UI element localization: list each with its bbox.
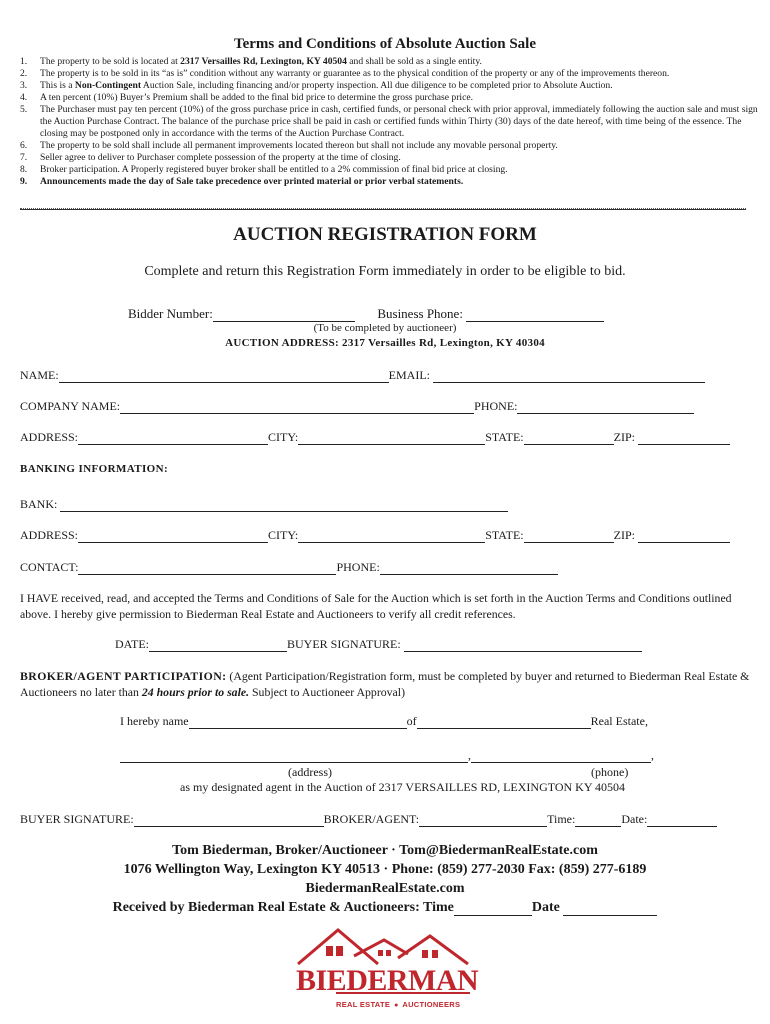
terms-item (20, 176, 760, 188)
footer-address: 1076 Wellington Way, Lexington KY 40513 · Phone: (859) 277-2030 Fax: (859) 277-6189 (123, 862, 647, 877)
city-field[interactable] (298, 431, 485, 445)
zip-field[interactable] (638, 431, 730, 445)
terms-list (20, 56, 760, 188)
state-label: STATE: (485, 430, 524, 444)
date-signature-row (115, 637, 642, 652)
broker-agent-field[interactable] (419, 813, 547, 827)
time-label: Time: (547, 812, 576, 826)
date2-label: Date: (621, 812, 648, 826)
buyer-signature2-field[interactable] (134, 813, 324, 827)
logo-tagline-left: REAL ESTATE (336, 1000, 391, 1009)
terms-item-number: 1. (20, 56, 28, 67)
terms-item-text (40, 56, 760, 68)
auction-address: AUCTION ADDRESS: 2317 Versailles Rd, Lexington, KY 40304 (225, 337, 545, 349)
contact-row (20, 560, 558, 575)
form-title: AUCTION REGISTRATION FORM (233, 224, 537, 245)
broker-deadline: 24 hours prior to sale. (141, 685, 250, 699)
terms-item-number: 5. (20, 104, 28, 115)
terms-item-number: 8. (20, 164, 28, 175)
company-label: COMPANY NAME: (20, 399, 121, 413)
agent-address-field[interactable] (120, 749, 468, 763)
agent-address-row: , , (120, 748, 654, 763)
terms-item-text: Announcements made the day of Sale take precedence over printed material or prior verbal statements. (40, 176, 464, 187)
terms-item-number: 4. (20, 92, 28, 103)
bank-zip-label: ZIP: (613, 528, 635, 542)
zip-label: ZIP: (613, 430, 635, 444)
terms-item-emphasis: 2317 Versailles Rd, Lexington, KY 40504 (180, 56, 347, 67)
name-field[interactable] (59, 369, 389, 383)
bank-state-label: STATE: (485, 528, 524, 542)
bank-phone-field[interactable] (380, 561, 558, 575)
email-label: EMAIL: (388, 368, 430, 382)
terms-item (20, 164, 760, 176)
buyer-signature2-label: BUYER SIGNATURE: (20, 812, 134, 826)
terms-item-text: Seller agree to deliver to Purchaser complete possession of the property at the time of closing. (40, 152, 401, 163)
bank-row (20, 497, 508, 512)
terms-item-text-part: The property to be sold is located at (40, 56, 181, 67)
terms-item (20, 56, 760, 68)
terms-item-text (40, 80, 760, 92)
bank-state-field[interactable] (524, 529, 614, 543)
final-signature-row (20, 812, 717, 827)
real-estate-label: Real Estate, (590, 714, 648, 728)
received-date-label: Date (531, 900, 560, 915)
date-label: DATE: (115, 637, 149, 651)
bank-label: BANK: (20, 497, 58, 511)
terms-item (20, 92, 760, 104)
terms-item-text-part: This is a (40, 80, 75, 91)
terms-item (20, 68, 760, 80)
of-label: of (406, 714, 417, 728)
terms-item-text: The property to be sold shall include all permanent improvements located thereon but shall not include any movable personal property. (40, 140, 558, 151)
terms-item-number: 9. (20, 176, 28, 187)
address-label: ADDRESS: (20, 430, 79, 444)
email-field[interactable] (433, 369, 705, 383)
bank-phone-label: PHONE: (336, 560, 380, 574)
logo-wordmark: BIEDERMAN (296, 964, 479, 997)
biederman-logo (290, 926, 480, 1009)
hereby-name-row (120, 714, 648, 729)
received-date-field[interactable] (563, 900, 657, 916)
terms-item-number: 6. (20, 140, 28, 151)
received-time-field[interactable] (454, 900, 532, 916)
acknowledgement: I HAVE received, read, and accepted the Terms and Conditions of Sale for the Auction which is set forth in the Auction Terms and Conditions outlined above. I hereby give permission to Biederman Real Estate and Auctioneers to verify all credit references. (20, 591, 732, 621)
terms-title: Terms and Conditions of Absolute Auction Sale (233, 36, 536, 52)
bank-address-row (20, 528, 730, 543)
terms-item-text: The property is to be sold in its “as is” condition without any warranty or guarantee as to the physical condition of the property or any of the improvements thereon. (40, 68, 670, 79)
date2-field[interactable] (647, 813, 717, 827)
terms-item-text-part: and shall be sold as a single entity. (346, 56, 482, 67)
buyer-signature-field[interactable] (404, 638, 642, 652)
address-field[interactable] (78, 431, 268, 445)
terms-item-emphasis: Non-Contingent (74, 80, 142, 91)
terms-item (20, 152, 760, 164)
terms-item-text: Broker participation. A Properly registered buyer broker shall be entitled to a 2% commission of final bid price at closing. (40, 164, 508, 175)
state-field[interactable] (524, 431, 614, 445)
designated-agent-text: as my designated agent in the Auction of 2317 VERSAILLES RD, LEXINGTON KY 40504 (180, 780, 626, 794)
city-label: CITY: (268, 430, 299, 444)
agent-name-field[interactable] (189, 715, 407, 729)
terms-item (20, 140, 760, 152)
brokerage-field[interactable] (417, 715, 591, 729)
agent-phone-field[interactable] (471, 749, 651, 763)
broker-heading: BROKER/AGENT PARTICIPATION: (20, 669, 227, 683)
bullet-icon: ● (394, 1001, 399, 1009)
broker-paragraph (20, 668, 750, 700)
terms-item (20, 80, 760, 92)
bidder-number-label: Bidder Number: (128, 306, 213, 321)
logo-tagline-right: AUCTIONEERS (402, 1000, 461, 1009)
bank-city-field[interactable] (298, 529, 485, 543)
terms-item-text: A ten percent (10%) Buyer’s Premium shall be added to the final bid price to determine the gross purchase price. (40, 92, 474, 103)
company-row (20, 399, 694, 414)
time-field[interactable] (575, 813, 621, 827)
buyer-signature-label: BUYER SIGNATURE: (287, 637, 401, 651)
company-field[interactable] (120, 400, 474, 414)
broker-agent-label: BROKER/AGENT: (323, 812, 420, 826)
phone-caption: (phone) (591, 765, 629, 779)
address-row (20, 430, 730, 445)
divider (20, 208, 746, 210)
received-label: Received by Biederman Real Estate & Auctioneers: Time (112, 900, 454, 915)
contact-label: CONTACT: (20, 560, 79, 574)
logo-tagline (336, 992, 470, 1009)
terms-item (20, 104, 760, 140)
business-phone-label: Business Phone: (377, 306, 463, 321)
bank-city-label: CITY: (268, 528, 299, 542)
bank-field[interactable] (60, 498, 508, 512)
business-phone-field[interactable] (466, 308, 604, 322)
date-field[interactable] (149, 638, 287, 652)
broker-text-1: (Agent Participation/Registration form, must be completed by buyer and returned to Biederman Real Estate & Auctioneers no later than (20, 669, 750, 699)
phone-label: PHONE: (474, 399, 518, 413)
bank-address-field[interactable] (78, 529, 268, 543)
footer-contact: Tom Biederman, Broker/Auctioneer · Tom@BiedermanRealEstate.com (172, 843, 598, 858)
bank-zip-field[interactable] (638, 529, 730, 543)
banking-heading: BANKING INFORMATION: (20, 463, 169, 475)
auctioneer-note: (To be completed by auctioneer) (313, 322, 457, 334)
phone-field[interactable] (517, 400, 694, 414)
hereby-name-label: I hereby name (120, 714, 189, 728)
footer-website: BiedermanRealEstate.com (305, 881, 465, 896)
bidder-number-field[interactable] (213, 308, 355, 322)
terms-item-text-part: Auction Sale, including financing and/or property inspection. All due diligence to be completed prior to Absolute Auction. (141, 80, 613, 91)
address-caption: (address) (288, 765, 332, 779)
form-intro: Complete and return this Registration Form immediately in order to be eligible to bid. (144, 264, 626, 279)
terms-item-number: 3. (20, 80, 28, 91)
name-label: NAME: (20, 368, 59, 382)
terms-item-text: The Purchaser must pay ten percent (10%) of the gross purchase price in cash, certified funds, or personal check with prior approval, immediately following the auction sale and must sign the Auction Purchase Contract. The balance of the purchase price shall be paid in cash or certified funds within Thirty (30) days of the date hereof, with time being of the essence. The closing may be postponed only in accordance with the terms of the Auction Purchase Contract. (40, 104, 758, 139)
footer-received-row (0, 900, 770, 916)
bidder-number-row (128, 306, 604, 322)
bank-address-label: ADDRESS: (20, 528, 79, 542)
name-row (20, 368, 705, 383)
contact-field[interactable] (78, 561, 336, 575)
broker-text-2: Subject to Auctioneer Approval) (249, 685, 405, 699)
terms-item-number: 7. (20, 152, 28, 163)
terms-item-number: 2. (20, 68, 28, 79)
